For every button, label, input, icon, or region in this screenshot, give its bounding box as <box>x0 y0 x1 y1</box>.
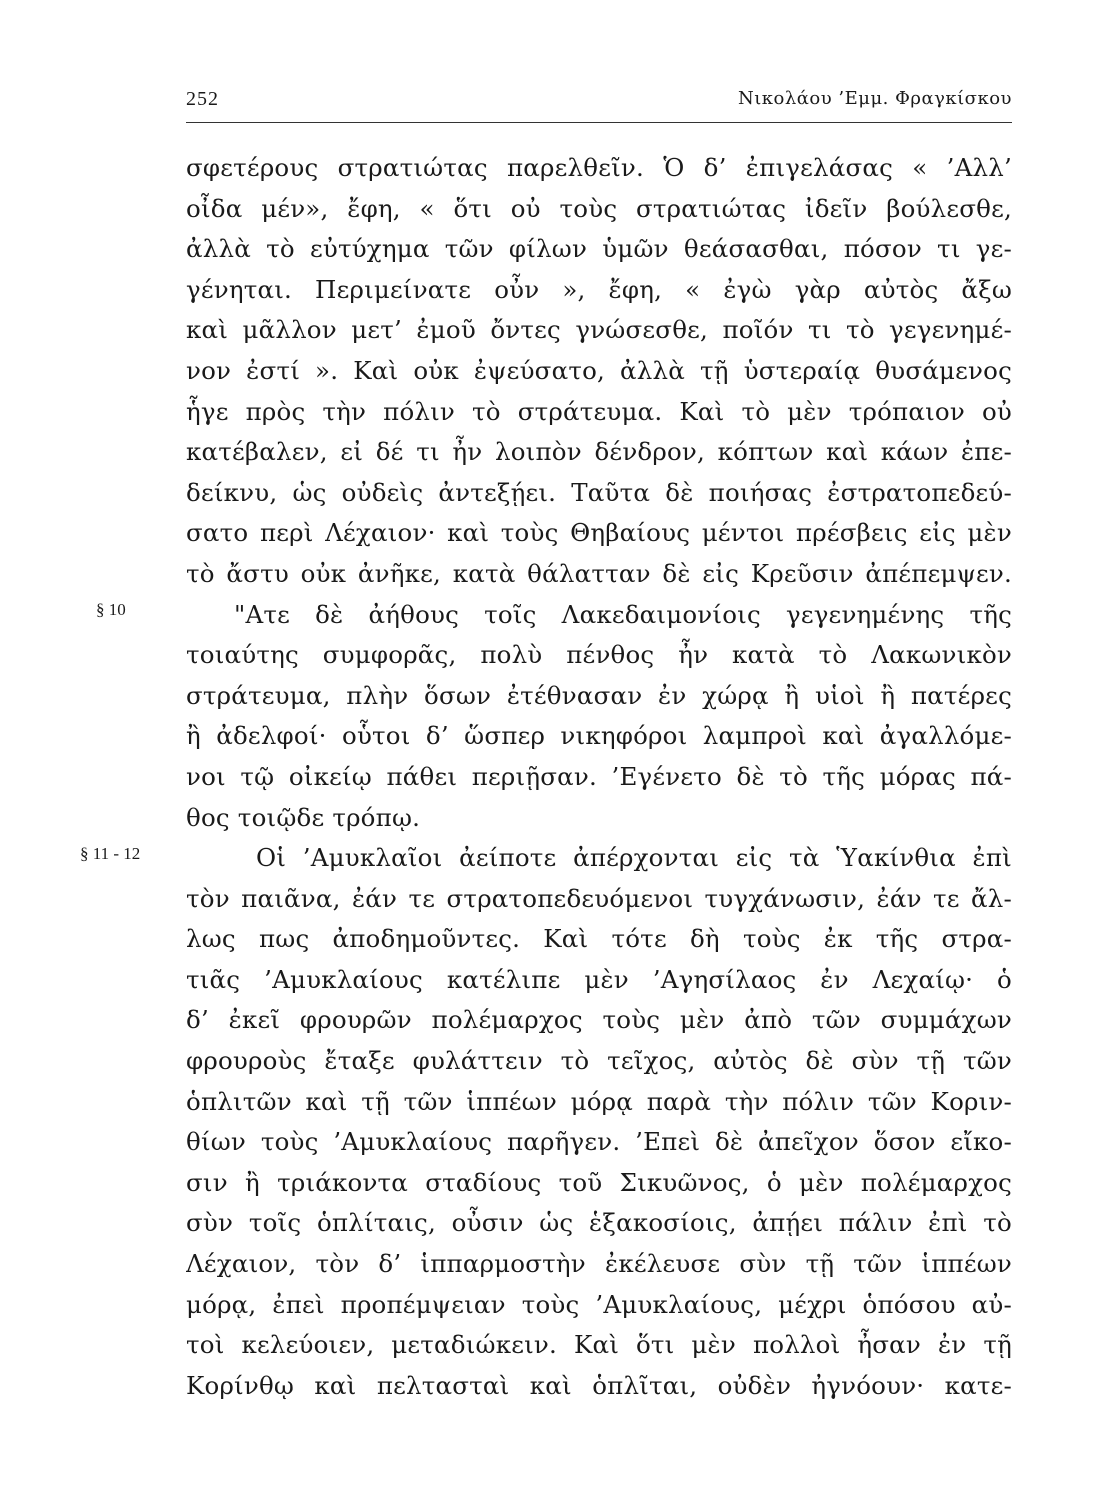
text-line: Κορίνθῳ καὶ πελτασταὶ καὶ ὁπλῖται, οὐδὲν ἠγνόουν· κατε- <box>186 1370 1012 1400</box>
text-line: κατέβαλεν, εἰ δέ τι ἦν λοιπὸν δένδρον, κόπτων καὶ κάων ἐπε- <box>186 437 1012 467</box>
text-line: τιᾶς ’Αμυκλαίους κατέλιπε μὲν ’Αγησίλαος ἐν Λεχαίῳ· ὁ <box>186 964 1012 994</box>
page-header <box>186 84 1012 118</box>
text-line: μόρᾳ, ἐπεὶ προπέμψειαν τοὺς ’Αμυκλαίους, μέχρι ὁπόσου αὐ- <box>186 1289 1012 1319</box>
text-line: οἶδα μέν», ἔφη, « ὅτι οὐ τοὺς στρατιώτας ἰδεῖν βούλεσθε, <box>186 193 1012 223</box>
text-line: τοιαύτης συμφορᾶς, πολὺ πένθος ἦν κατὰ τὸ Λακωνικὸν <box>186 640 1012 670</box>
text-line: δ’ ἐκεῖ φρουρῶν πολέμαρχος τοὺς μὲν ἀπὸ τῶν συμμάχων <box>186 1005 1012 1035</box>
header-rule <box>186 122 1012 123</box>
text-line: στράτευμα, πλὴν ὅσων ἐτέθνασαν ἐν χώρᾳ ἢ υἱοὶ ἢ πατέρες <box>186 680 1012 710</box>
text-line: λως πως ἀποδημοῦντες. Καὶ τότε δὴ τοὺς ἐκ τῆς στρα- <box>186 924 1012 954</box>
text-line: τοὶ κελεύοιεν, μεταδιώκειν. Καὶ ὅτι μὲν πολλοὶ ἦσαν ἐν τῇ <box>186 1330 1012 1360</box>
text-line: ὁπλιτῶν καὶ τῇ τῶν ἱππέων μόρᾳ παρὰ τὴν πόλιν τῶν Κοριν- <box>186 1086 1012 1116</box>
text-line: Οἱ ’Αμυκλαῖοι ἀείποτε ἀπέρχονται εἰς τὰ Ὑακίνθια ἐπὶ <box>256 843 1012 873</box>
text-line: ἧγε πρὸς τὴν πόλιν τὸ στράτευμα. Καὶ τὸ μὲν τρόπαιον οὐ <box>186 396 1012 426</box>
text-line: θος τοιῷδε τρόπῳ. <box>186 802 421 832</box>
text-line: δείκνυ, ὡς οὐδεὶς ἀντεξῄει. Ταῦτα δὲ ποιήσας ἐστρατοπεδεύ- <box>186 477 1012 507</box>
margin-note-section-10: § 10 <box>96 600 126 619</box>
body-text <box>186 148 1012 1406</box>
text-line: θίων τοὺς ’Αμυκλαίους παρῆγεν. ’Επεὶ δὲ ἀπεῖχον ὅσον εἴκο- <box>186 1127 1012 1157</box>
text-line: φρουροὺς ἔταξε φυλάττειν τὸ τεῖχος, αὐτὸς δὲ σὺν τῇ τῶν <box>186 1046 1012 1076</box>
page-number: 252 <box>186 88 219 110</box>
text-line: ἀλλὰ τὸ εὐτύχημα τῶν φίλων ὑμῶν θεάσασθαι, πόσον τι γε- <box>186 234 1012 264</box>
text-line: γένηται. Περιμείνατε οὖν », ἔφη, « ἐγὼ γὰρ αὐτὸς ἄξω <box>186 274 1012 304</box>
text-line: τὸ ἄστυ οὐκ ἀνῆκε, κατὰ θάλατταν δὲ εἰς Κρεῦσιν ἀπέπεμψεν. <box>186 558 1012 588</box>
text-line: σιν ἢ τριάκοντα σταδίους τοῦ Σικυῶνος, ὁ μὲν πολέμαρχος <box>186 1167 1012 1197</box>
margin-note-section-11-12: § 11 - 12 <box>80 844 141 863</box>
text-line: νοι τῷ οἰκείῳ πάθει περιῇσαν. ’Εγένετο δὲ τὸ τῆς μόρας πά- <box>186 761 1012 791</box>
text-line: καὶ μᾶλλον μετ’ ἐμοῦ ὄντες γνώσεσθε, ποῖόν τι τὸ γεγενημέ- <box>186 315 1012 345</box>
text-line: Λέχαιον, τὸν δ’ ἱππαρμοστὴν ἐκέλευσε σὺν τῇ τῶν ἱππέων <box>186 1249 1012 1279</box>
text-line: νον ἐστί ». Καὶ οὐκ ἐψεύσατο, ἀλλὰ τῇ ὑστεραίᾳ θυσάμενος <box>186 355 1012 385</box>
text-line: τὸν παιᾶνα, ἐάν τε στρατοπεδευόμενοι τυγχάνωσιν, ἐάν τε ἄλ- <box>186 883 1012 913</box>
text-line: σὺν τοῖς ὁπλίταις, οὖσιν ὡς ἑξακοσίοις, ἀπῄει πάλιν ἐπὶ τὸ <box>186 1208 1012 1238</box>
text-line: "Ατε δὲ ἀήθους τοῖς Λακεδαιμονίοις γεγενημένης τῆς <box>234 599 1012 629</box>
running-head: Νικολάου ’Εμμ. Φραγκίσκου <box>737 88 1012 109</box>
text-line: σατο περὶ Λέχαιον· καὶ τοὺς Θηβαίους μέντοι πρέσβεις εἰς μὲν <box>186 518 1012 548</box>
text-line: ἢ ἀδελφοί· οὗτοι δ’ ὥσπερ νικηφόροι λαμπροὶ καὶ ἀγαλλόμε- <box>186 721 1012 751</box>
text-line: σφετέρους στρατιώτας παρελθεῖν. Ὁ δ’ ἐπιγελάσας « ’Αλλ’ <box>186 153 1012 182</box>
